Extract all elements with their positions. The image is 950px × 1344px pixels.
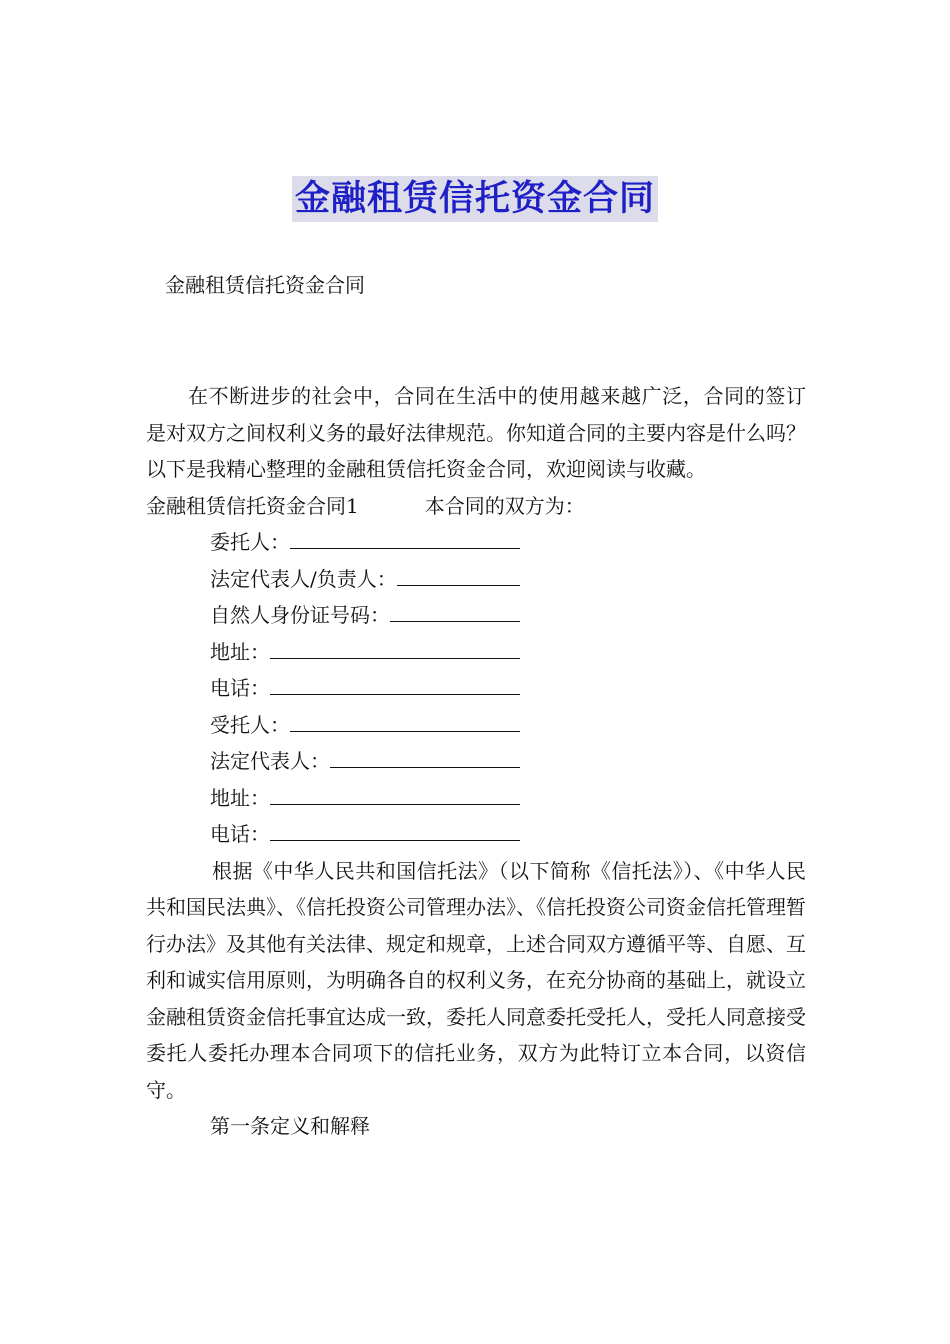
fill-in-blank [270,640,520,659]
field-client-phone [146,670,806,707]
contract-heading-line [146,488,806,525]
field-trustee-legal-rep [146,743,806,780]
field-label: 地址： [210,785,270,810]
field-client-address [146,634,806,671]
parties-intro: 本合同的双方为： [424,493,585,518]
field-client [146,524,806,561]
fill-in-blank [270,822,520,841]
title-container [0,176,950,222]
field-trustee-phone [146,816,806,853]
document-body [146,378,806,1145]
document-title: 金融租赁信托资金合同 [292,176,658,222]
field-label: 电话： [210,676,270,700]
field-label: 受托人： [210,712,290,737]
fill-in-blank [270,676,520,695]
field-label: 法定代表人： [210,749,330,773]
field-trustee [146,707,806,744]
field-trustee-address [146,780,806,817]
fill-in-blank [270,786,520,805]
field-client-legal-rep [146,561,806,598]
section-1-heading: 第一条定义和解释 [210,1114,370,1138]
document-subtitle: 金融租赁信托资金合同 [165,273,365,297]
field-label: 自然人身份证号码： [210,603,390,627]
fill-in-blank [290,530,520,549]
field-client-id-number [146,597,806,634]
field-label: 电话： [210,822,270,846]
field-label: 法定代表人/负责人： [210,566,397,591]
fill-in-blank [330,749,520,768]
fill-in-blank [397,567,520,586]
fill-in-blank [390,603,520,622]
field-label: 委托人： [210,530,290,554]
field-label: 地址： [210,639,270,664]
intro-paragraph: 在不断进步的社会中，合同在生活中的使用越来越广泛，合同的签订是对双方之间权利义务的最好法律规范。你知道合同的主要内容是什么吗？以下是我精心整理的金融租赁信托资金合同，欢迎阅读与收藏。 [146,384,806,481]
contract-heading: 金融租赁信托资金合同1 [146,493,359,518]
basis-paragraph: 根据《中华人民共和国信托法》（以下简称《信托法》）、《中华人民共和国民法典》、《信托投资公司管理办法》、《信托投资公司资金信托管理暂行办法》及其他有关法律、规定和规章，上述合同双方遵循平等、自愿、互利和诚实信用原则，为明确各自的权利义务，在充分协商的基础上，就设立金融租赁资金信托事宜达成一致，委托人同意委托受托人，受托人同意接受委托人委托办理本合同项下的信托业务，双方为此特订立本合同，以资信守。 [146,858,806,1102]
fill-in-blank [290,713,520,732]
party-fields [146,524,806,853]
